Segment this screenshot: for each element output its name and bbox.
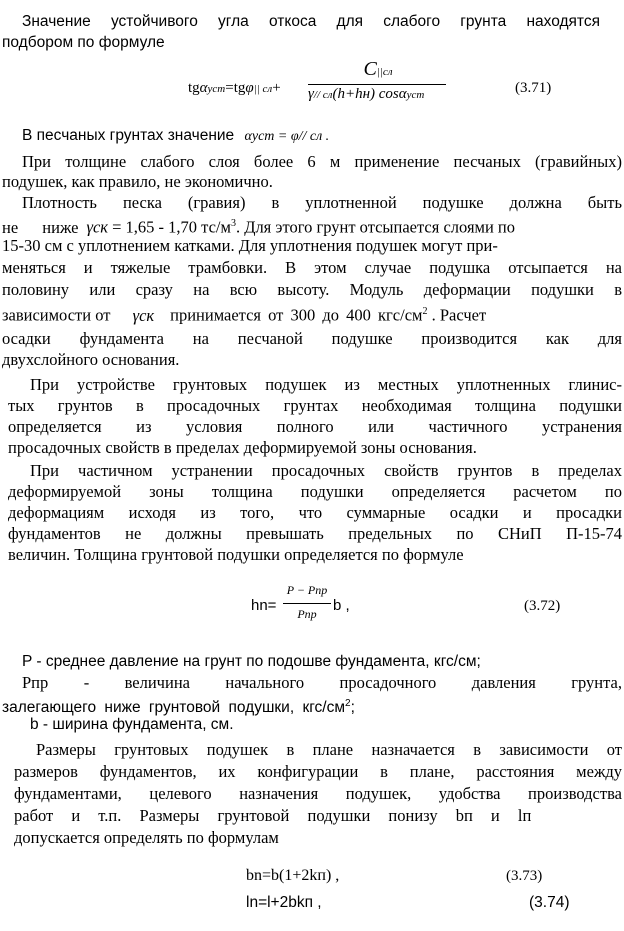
formula-3-72-number: (3.72) [524,598,561,614]
paragraph-4-line-2-c: . Для этого грунт отсыпается слоями по [235,217,516,237]
formula-3-71-den-gamma: γ [308,86,314,102]
paragraph-4-line-5: половину или сразу на всю высоту. Модуль деформации подушки в [2,280,622,299]
paragraph-4-line-4: меняться и тяжелые трамбовки. В этом случае подушка отсыпается на [2,258,622,277]
formula-3-71-numerator: C [363,58,377,80]
paragraph-4-line-6-a: зависимости от [2,305,111,325]
formula-3-74-number: (3.74) [529,894,570,911]
definition-ppr-line-2-text: залегающего ниже грунтовой подушки, кгс/см [2,699,346,717]
formula-3-71-number: (3.71) [515,80,552,96]
formula-3-71-eq: =tg [225,80,246,96]
paragraph-4-line-6-sup: 2 [422,306,428,317]
paragraph-4-line-6 [2,302,486,326]
paragraph-4-line-8: двухслойного основания. [2,350,180,369]
formula-3-71-lhs: tg [188,80,200,96]
paragraph-7-line-1: Размеры грунтовых подушек в плане назначается в зависимости от [36,740,622,759]
paragraph-4-line-6-b: принимается от 300 до 400 кгс/см [170,305,423,325]
formula-3-72-denominator: Pпр [297,607,317,621]
formula-3-71-plus: + [272,80,281,96]
formula-3-74: ln=l+2bkп , [246,894,322,911]
paragraph-2-text: В песчаных грунтах значение [22,127,235,144]
paragraph-6-line-5: величин. Толщина грунтовой подушки определяется по формуле [8,545,464,564]
paragraph-4-line-2 [2,214,515,238]
paragraph-4-line-1: Плотность песка (гравия) в уплотненной подушке должна быть [22,193,622,212]
definition-ppr-text: - величина начального просадочного давления грунта, [83,673,622,692]
phi-subscript: || сл [253,83,273,95]
paragraph-4-line-2-b: = 1,65 - 1,70 тс/м [112,217,231,237]
formula-3-71-den-rest: (h+hн) cos [332,86,399,102]
paragraph-3-line-2: подушек, как правило, не экономично. [2,172,273,191]
paragraph-5-line-1: При устройстве грунтовых подушек из местных уплотненных глинис- [30,375,622,394]
formula-3-72-tail: b , [333,597,350,614]
formula-3-71-den-alpha-sub: уст [406,89,425,101]
definition-p: P - среднее давление на грунт по подошве фундамента, кгс/см; [22,653,481,670]
paragraph-4-line-3: 15-30 см с уплотнением катками. Для уплотнения подушек могут при- [2,236,498,255]
paragraph-4-line-2-sup: 3 [230,218,236,229]
formula-3-72-lhs: hn= [251,597,277,614]
paragraph-4-line-7: осадки фундамента на песчаной подушке производится как для [2,329,622,348]
formula-3-71-numerator-sub: ||сл [376,66,393,78]
paragraph-4-line-6-c: . Расчет [431,305,487,325]
paragraph-1-line-2: подбором по формуле [2,34,165,51]
paragraph-7-line-4-b: bп и lп [455,806,532,825]
paragraph-7-line-3: фундаментами, целевого назначения подушек, удобства производства [14,784,622,803]
formula-3-71-den-gamma-sub: // сл [313,89,333,101]
paragraph-5-line-3: определяется из условия полного или частичного устранения [8,417,622,436]
paragraph-2-formula: αуст = φ// сл . [244,129,330,144]
paragraph-5-line-4: просадочных свойств в пределах деформируемой зоны основания. [8,438,477,457]
paragraph-3-line-1: При толщине слабого слоя более 6 м применение песчаных (гравийных) [22,152,622,171]
formula-3-72-fraction-bar [283,603,331,604]
formula-3-71-den-alpha: α [398,86,407,102]
alpha-symbol: α [199,80,208,96]
gamma-sk-symbol-2: γск [132,305,155,325]
paragraph-1-line-1: Значение устойчивого угла откоса для слабого грунта находятся [22,13,600,30]
phi-symbol: φ [245,80,254,96]
paragraph-7-line-2: размеров фундаментов, их конфигурации в плане, расстояния между [14,762,622,781]
gamma-sk-symbol: γск [86,217,108,237]
paragraph-6-line-2: деформируемой зоны толщина подушки определяется расчетом по [8,482,622,501]
paragraph-6-line-4: фундаментов не должны превышать предельных по СНиП П-15-74 [8,524,622,543]
definition-ppr-symbol: Pпр [22,673,49,692]
formula-3-73: bn=b(1+2kп) , [246,867,340,884]
paragraph-7-line-5: допускается определять по формулам [14,828,279,847]
paragraph-6-line-1: При частичном устранении просадочных свойств грунтов в пределах [30,461,622,480]
paragraph-4-line-2-a: не ниже [2,217,79,237]
definition-ppr-line-2-sup: 2 [345,698,351,709]
formula-3-73-number: (3.73) [506,868,543,884]
paragraph-6-line-3: деформациям исходя из того, что суммарные осадки и просадки [8,503,622,522]
paragraph-7-line-4-a: работ и т.п. Размеры грунтовой подушки понизу [14,806,438,825]
formula-3-72-numerator: P − Pпр [286,583,328,597]
definition-ppr-line-2-end: ; [350,699,355,717]
definition-b: b - ширина фундамента, см. [30,716,234,733]
paragraph-5-line-2: тых грунтов в просадочных грунтах необходимая толщина подушки [8,396,622,415]
paragraph-2 [22,126,329,147]
definition-ppr-line-1 [22,673,622,693]
paragraph-7-line-4 [14,806,531,826]
alpha-subscript: уст [207,83,226,95]
